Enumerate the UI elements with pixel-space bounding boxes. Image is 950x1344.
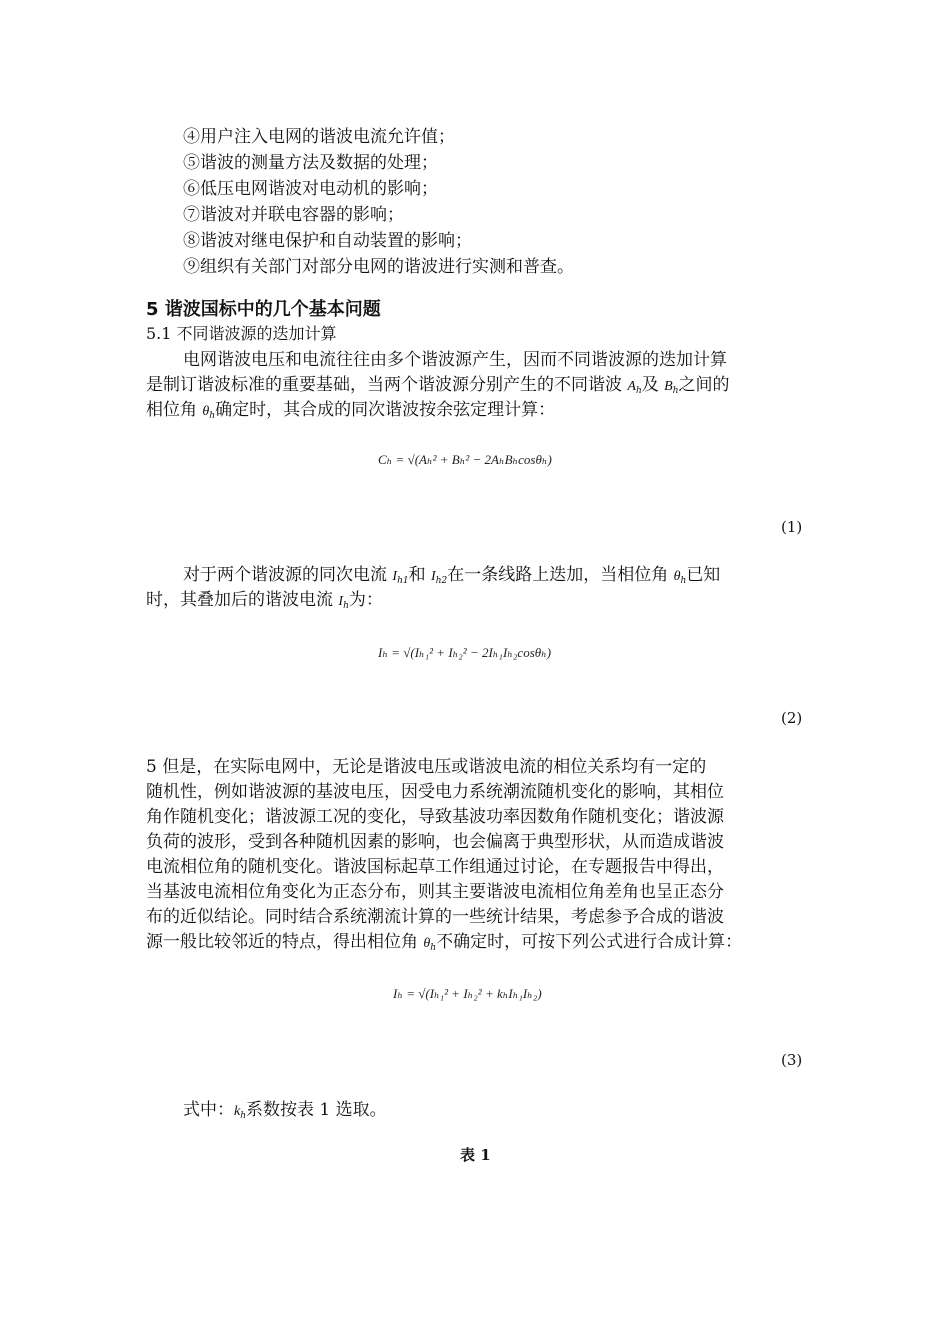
- paragraph-line: 布的近似结论。同时结合系统潮流计算的一些统计结果，考虑参予合成的谐波: [146, 907, 724, 927]
- table-title: 表 1: [460, 1146, 491, 1164]
- list-item: ⑥低压电网谐波对电动机的影响；: [183, 179, 438, 199]
- paragraph-line: 源一般比较邻近的特点，得出相位角 $\theta_h$不确定时，可按下列公式进行合成计算：: [146, 932, 743, 953]
- paragraph-line: 是制订谐波标准的重要基础，当两个谐波源分别产生的不同谐波 $A_h$及 $B_h$之间的: [146, 375, 730, 396]
- section-heading: 5 谐波国标中的几个基本问题: [146, 299, 381, 320]
- list-item: ⑨组织有关部门对部分电网的谐波进行实测和普查。: [183, 257, 574, 277]
- paragraph-line: 对于两个谐波源的同次电流 $I_{h1}$和 $I_{h2}$在一条线路上迭加，当相位角 $\theta_h$已知: [183, 565, 721, 586]
- paragraph-line: 式中：$k_h$系数按表 1 选取。: [183, 1100, 387, 1121]
- list-item: ⑧谐波对继电保护和自动装置的影响；: [183, 231, 472, 251]
- paragraph-line: 电网谐波电压和电流往往由多个谐波源产生，因而不同谐波源的迭加计算: [183, 350, 727, 370]
- paragraph-line: 当基波电流相位角变化为正态分布，则其主要谐波电流相位角差角也呈正态分: [146, 882, 724, 902]
- formula-1: Cₕ = √(Aₕ² + Bₕ² − 2AₕBₕcosθₕ): [378, 452, 552, 467]
- paragraph-line: 随机性，例如谐波源的基波电压，因受电力系统潮流随机变化的影响，其相位: [146, 782, 724, 802]
- list-item: ④用户注入电网的谐波电流允许值；: [183, 127, 455, 147]
- paragraph-line: 负荷的波形，受到各种随机因素的影响，也会偏离于典型形状，从而造成谐波: [146, 832, 724, 852]
- equation-number: (1): [781, 518, 803, 536]
- equation-number: (3): [781, 1051, 803, 1069]
- paragraph-line: 时，其叠加后的谐波电流 $I_h$为：: [146, 590, 383, 611]
- equation-number: (2): [781, 709, 803, 727]
- paragraph-line: 相位角 $\theta_h$确定时，其合成的同次谐波按余弦定理计算：: [146, 400, 556, 421]
- formula-2: Iₕ = √(Iₕ₁² + Iₕ₂² − 2Iₕ₁Iₕ₂cosθₕ): [378, 645, 552, 660]
- formula-3: Iₕ = √(Iₕ₁² + Iₕ₂² + kₕIₕ₁Iₕ₂): [393, 986, 542, 1001]
- list-item: ⑦谐波对并联电容器的影响；: [183, 205, 404, 225]
- paragraph-line: 5 但是，在实际电网中，无论是谐波电压或谐波电流的相位关系均有一定的: [146, 757, 707, 777]
- subsection-heading: 5.1 不同谐波源的迭加计算: [146, 324, 337, 343]
- paragraph-line: 角作随机变化；谐波源工况的变化，导致基波功率因数角作随机变化；谐波源: [146, 807, 724, 827]
- paragraph-line: 电流相位角的随机变化。谐波国标起草工作组通过讨论，在专题报告中得出，: [146, 857, 724, 877]
- list-item: ⑤谐波的测量方法及数据的处理；: [183, 153, 438, 173]
